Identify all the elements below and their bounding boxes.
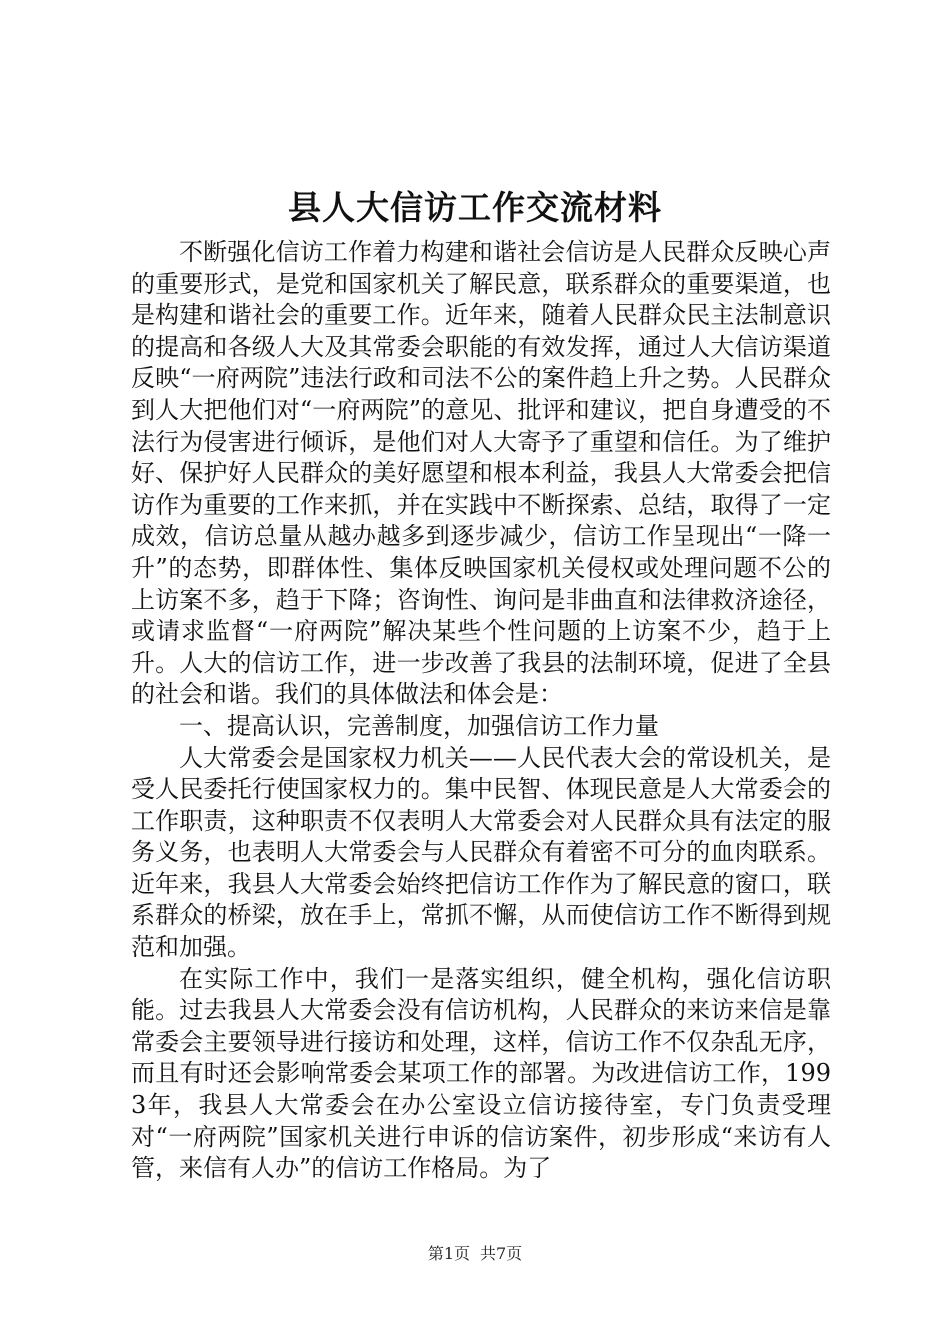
page-footer bbox=[0, 1243, 950, 1265]
document-title: 县人大信访工作交流材料 bbox=[288, 188, 662, 227]
page-total: 共7页 bbox=[480, 1244, 523, 1263]
document-body bbox=[131, 237, 831, 1185]
paragraph-section-1: 人大常委会是国家权力机关——人民代表大会的常设机关，是受人民委托行使国家权力的。集中民智、体现民意是人大常委会的工作职责，这种职责不仅表明人大常委会对人民群众具有法定的服务义务，也表明人大常委会与人民群众有着密不可分的血肉联系。近年来，我县人大常委会始终把信访工作作为了解民意的窗口，联系群众的桥梁，放在手上，常抓不懈，从而使信访工作不断得到规范和加强。 bbox=[131, 743, 831, 962]
page-number: 第1页 bbox=[427, 1244, 470, 1263]
section-heading-1: 一、提高认识，完善制度，加强信访工作力量 bbox=[179, 711, 659, 740]
paragraph-practice: 在实际工作中，我们一是落实组织，健全机构，强化信访职能。过去我县人大常委会没有信访机构，人民群众的来访来信是靠常委会主要领导进行接访和处理，这样，信访工作不仅杂乱无序，而且有时还会影响常委会某项工作的部署。为改进信访工作，1993年，我县人大常委会在办公室设立信访接待室，专门负责受理对“一府两院”国家机关进行申诉的信访案件，初步形成“来访有人管，来信有人办”的信访工作格局。为了 bbox=[131, 964, 831, 1183]
paragraph-intro: 不断强化信访工作着力构建和谐社会信访是人民群众反映心声的重要形式，是党和国家机关了解民意，联系群众的重要渠道，也是构建和谐社会的重要工作。近年来，随着人民群众民主法制意识的提高和各级人大及其常委会职能的有效发挥，通过人大信访渠道反映“一府两院”违法行政和司法不公的案件趋上升之势。人民群众到人大把他们对“一府两院”的意见、批评和建议，把自身遭受的不法行为侵害进行倾诉，是他们对人大寄予了重望和信任。为了维护好、保护好人民群众的美好愿望和根本利益，我县人大常委会把信访作为重要的工作来抓，并在实践中不断探索、总结，取得了一定成效，信访总量从越办越多到逐步减少，信访工作呈现出“一降一升”的态势，即群体性、集体反映国家机关侵权或处理问题不公的上访案不多，趋于下降；咨询性、询问是非曲直和法律救济途径，或请求监督“一府两院”解决某些个性问题的上访案不少，趋于上升。人大的信访工作，进一步改善了我县的法制环境，促进了全县的社会和谐。我们的具体做法和体会是： bbox=[131, 238, 831, 709]
